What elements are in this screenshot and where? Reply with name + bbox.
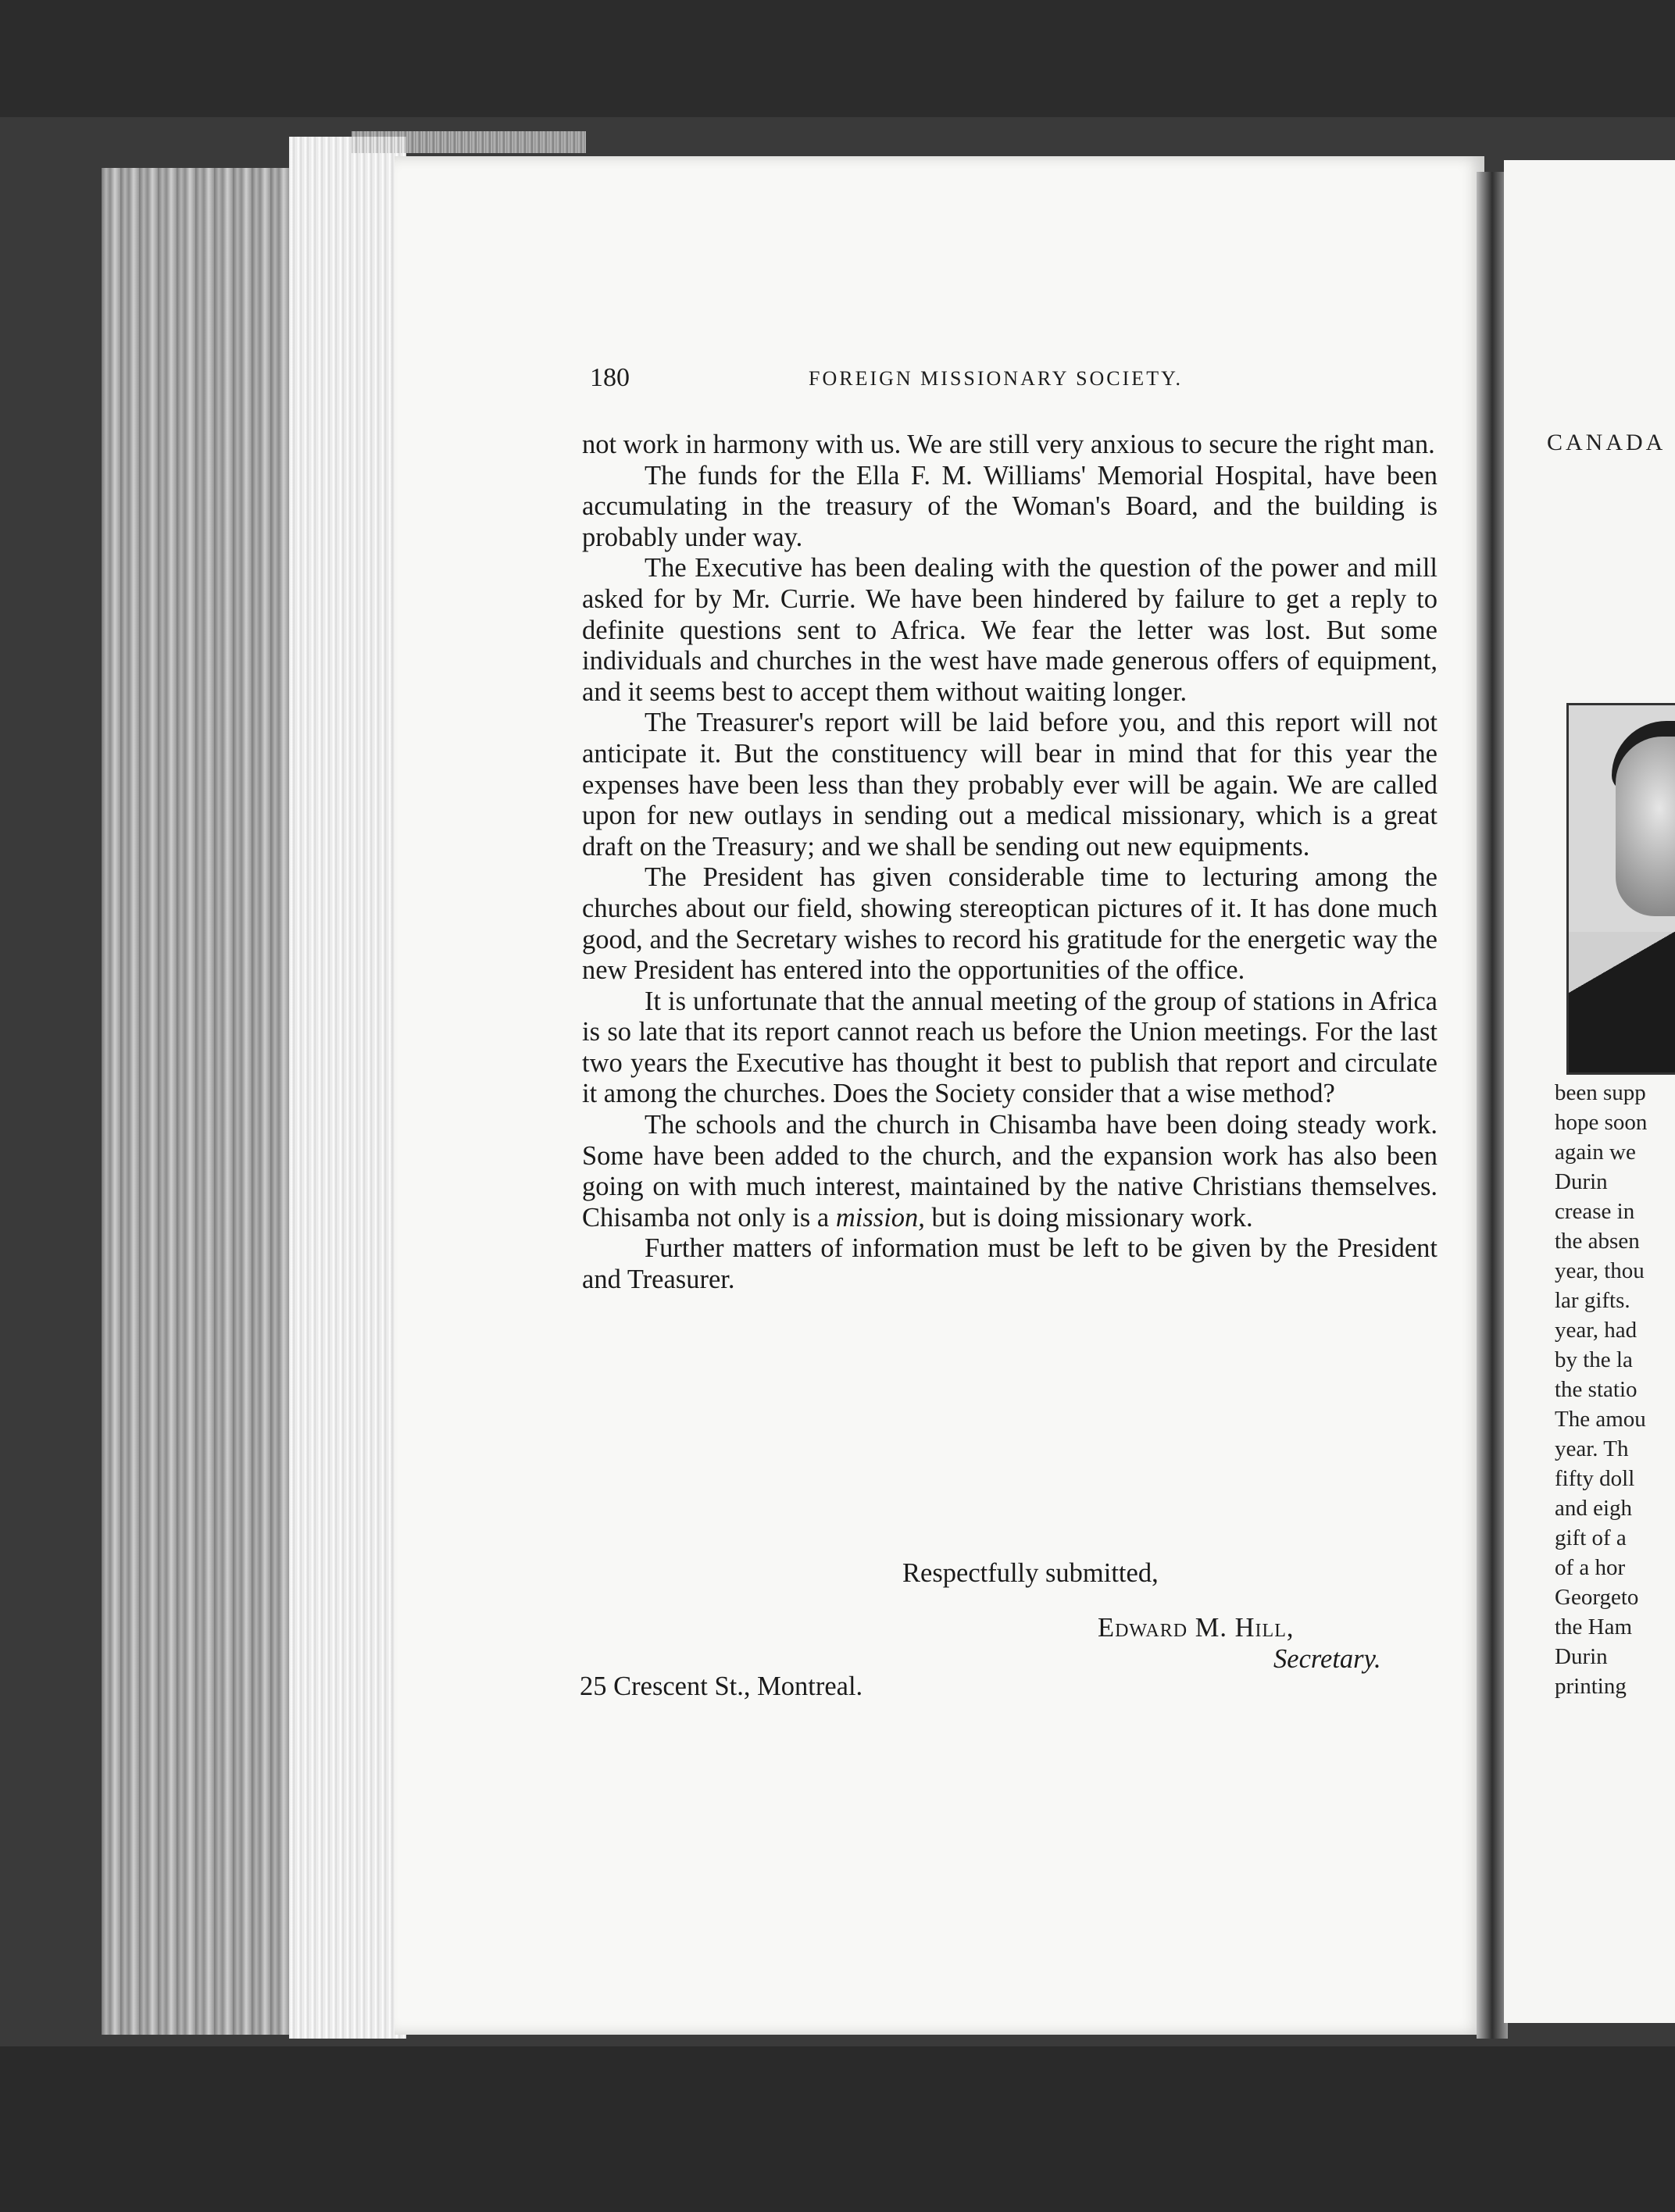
text-line: Durin [1555, 1169, 1608, 1194]
paragraph: The President has given considerable time to lecturing among the churches about our field, showing stereoptican pictures of it. It has done much good, and the Secretary wishes to record his gratitude for the energetic way the new President has entered into the opportunities of the office. [582, 862, 1438, 986]
facing-page-heading: CANADA [1547, 430, 1666, 455]
text-line: hope soon [1555, 1110, 1648, 1135]
text-line: crease in [1555, 1199, 1635, 1224]
text-line: year, thou [1555, 1258, 1645, 1283]
text-line: Georgeto [1555, 1585, 1639, 1610]
text-line: by the la [1555, 1347, 1633, 1372]
page-header [590, 363, 1441, 402]
book-gutter [1477, 172, 1508, 2039]
text-line: The amou [1555, 1407, 1646, 1432]
background-bottom [0, 2046, 1675, 2212]
text-line: Durin [1555, 1644, 1608, 1669]
text-line: been supp [1555, 1080, 1646, 1105]
paragraph: The Executive has been dealing with the question of the power and mill asked for by Mr. Currie. We have been hindered by failure to get a reply to definite questions sent to Africa. We fear the letter was lost. But some individuals and churches in the west have made generous offers of equipment, and it seems best to accept them without waiting longer. [582, 553, 1438, 707]
paragraph: not work in harmony with us. We are still very anxious to secure the right man. [582, 430, 1435, 459]
running-head: FOREIGN MISSIONARY SOCIETY. [809, 367, 1183, 390]
text-line: printing [1555, 1674, 1627, 1699]
text-line: again we [1555, 1140, 1636, 1165]
background-top [0, 0, 1675, 117]
text-line: and eigh [1555, 1496, 1633, 1521]
text-line: of a hor [1555, 1555, 1626, 1580]
portrait-photo [1566, 703, 1675, 1075]
text-line: gift of a [1555, 1525, 1627, 1550]
text-line: year, had [1555, 1318, 1638, 1343]
signer-name: Edward M. Hill, [1098, 1613, 1295, 1643]
text-line: the absen [1555, 1229, 1640, 1254]
paragraph: Further matters of information must be left to be given by the President and Treasurer. [582, 1233, 1438, 1295]
page-number: 180 [590, 363, 630, 392]
body-text [582, 430, 1438, 1296]
text-line: the Ham [1555, 1614, 1633, 1639]
address: 25 Crescent St., Montreal. [580, 1671, 863, 1701]
emphasis: mission, [835, 1202, 925, 1233]
signer-title: Secretary. [1273, 1644, 1381, 1674]
closing: Respectfully submitted, [902, 1558, 1159, 1588]
paragraph: The schools and the church in Chisamba have been doing steady work. Some have been added to the church, and the expansion work has also been going on with much interest, maintained by the native Christians themselves. Chisamba not only is a mission, but is doing missionary work. [582, 1110, 1438, 1233]
page-edges-top [352, 131, 586, 153]
text-line: fifty doll [1555, 1466, 1635, 1491]
facing-page-text [1555, 1078, 1675, 1701]
paragraph: It is unfortunate that the annual meeting of the group of stations in Africa is so late that its report cannot reach us before the Union meetings. For the last two years the Executive has thought it best to publish that report and circulate it among the churches. Does the Society consider that a wise method? [582, 986, 1438, 1109]
paragraph: The Treasurer's report will be laid before you, and this report will not anticipate it. But the constituency will bear in mind that for this year the expenses have been less than they probably ever will be again. We are called upon for new outlays in sending out a medical missionary, which is a great draft on the Treasury; and we shall be sending out new equipments. [582, 708, 1438, 862]
book-page-stack [102, 168, 297, 2035]
text-line: year. Th [1555, 1436, 1629, 1461]
paragraph: The funds for the Ella F. M. Williams' Memorial Hospital, have been accumulating in the treasury of the Woman's Board, and the building is probably under way. [582, 460, 1438, 552]
text-line: lar gifts. [1555, 1288, 1630, 1313]
page-edges [289, 137, 406, 2039]
text-line: the statio [1555, 1377, 1638, 1402]
